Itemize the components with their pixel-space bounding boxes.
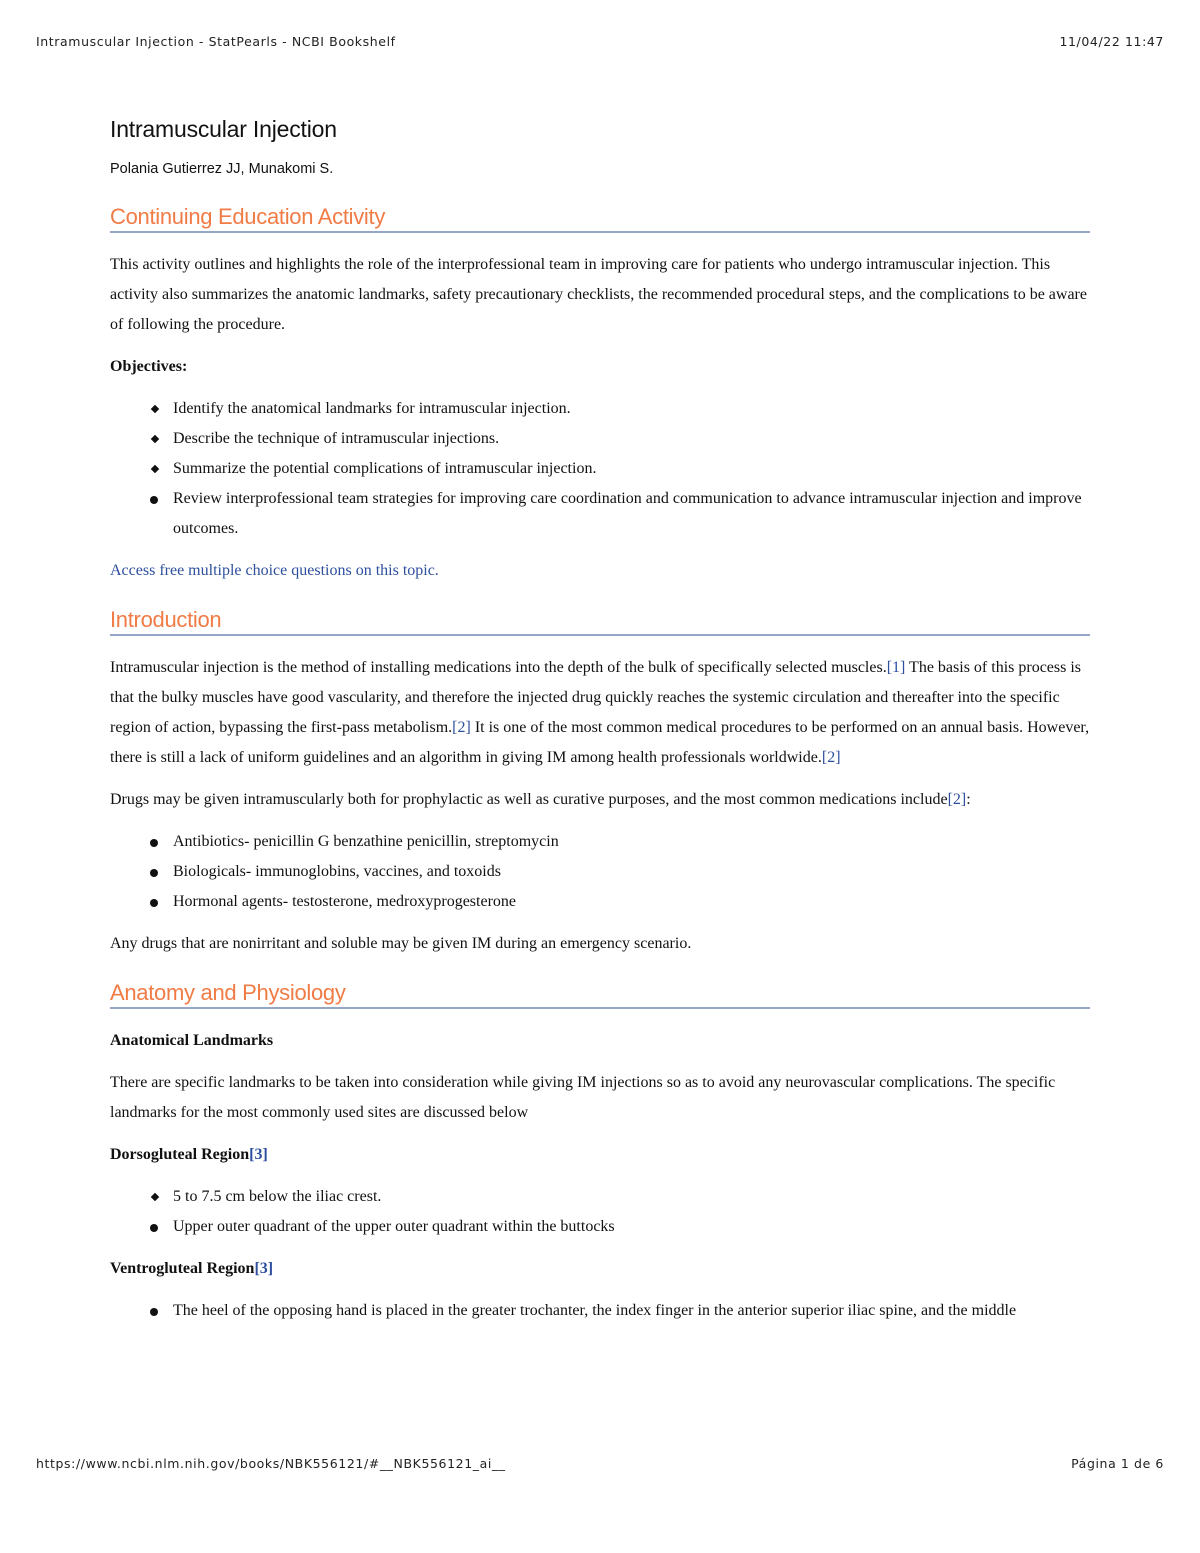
print-page-number: Página 1 de 6 xyxy=(1071,1456,1164,1471)
disc-bullet-icon xyxy=(150,496,158,504)
intro-paragraph-1: Intramuscular injection is the method of installing medications into the depth of the bulk of specifically selected muscles.[1] The basis of this process is that the bulky muscles have good vascularity, and therefore the injected drug quickly reaches the systemic circulation and thereafter into the specific region of action, bypassing the first-pass metabolism.[2] It is one of the most common medical procedures to be performed on an annual basis. However, there is still a lack of uniform guidelines and an algorithm in giving IM among health professionals worldwide.[2] xyxy=(110,659,1090,766)
print-datetime: 11/04/22 11:47 xyxy=(1059,34,1164,49)
print-url: https://www.ncbi.nlm.nih.gov/books/NBK556121/#__NBK556121_ai__ xyxy=(36,1456,506,1471)
objectives-list xyxy=(110,394,1090,544)
diamond-bullet-icon xyxy=(151,1193,159,1201)
objective-text: Describe the technique of intramuscular injections. xyxy=(173,430,500,447)
objective-text: Summarize the potential complications of intramuscular injection. xyxy=(173,460,597,477)
list-item xyxy=(110,857,1090,887)
list-item xyxy=(110,484,1090,544)
print-page-title: Intramuscular Injection - StatPearls - NCBI Bookshelf xyxy=(36,34,396,49)
list-item: Upper outer quadrant of the upper outer quadrant within the buttocks xyxy=(110,1212,1090,1242)
diamond-bullet-icon xyxy=(151,435,159,443)
mcq-link[interactable]: Access free multiple choice questions on this topic. xyxy=(110,562,439,579)
reference-link[interactable]: [3] xyxy=(249,1146,268,1163)
medication-text: Antibiotics- penicillin G benzathine penicillin, streptomycin xyxy=(173,833,559,850)
section-heading-introduction: Introduction xyxy=(110,606,1090,636)
medications-list xyxy=(110,827,1090,917)
ce-summary: This activity outlines and highlights the role of the interprofessional team in improving care for patients who undergo intramuscular injection. This activity also summarizes the anatomic landmarks, safety precautionary checklists, the recommended procedural steps, and the complications to be aware of following the procedure. xyxy=(110,256,1087,333)
list-item: The heel of the opposing hand is placed in the greater trochanter, the index finger in the anterior superior iliac spine, and the middle xyxy=(110,1296,1090,1326)
disc-bullet-icon xyxy=(150,899,158,907)
medication-text: Biologicals- immunoglobins, vaccines, and toxoids xyxy=(173,863,501,880)
print-footer xyxy=(36,1456,1164,1471)
print-header xyxy=(36,34,1164,49)
list-item xyxy=(110,887,1090,917)
reference-link[interactable]: [3] xyxy=(254,1260,274,1277)
anatomical-landmarks-label: Anatomical Landmarks xyxy=(110,1032,274,1049)
ventrogluteal-label: Ventrogluteal Region[3] xyxy=(110,1260,274,1277)
section-heading-anatomy: Anatomy and Physiology xyxy=(110,979,1090,1009)
list-item xyxy=(110,827,1090,857)
list-item xyxy=(110,424,1090,454)
article-content xyxy=(110,116,1090,1338)
reference-link[interactable]: [2] xyxy=(947,791,967,808)
disc-bullet-icon xyxy=(150,839,158,847)
reference-link[interactable]: [1] xyxy=(886,659,906,676)
list-item xyxy=(110,394,1090,424)
dorsogluteal-list xyxy=(110,1182,1090,1242)
objective-text: Identify the anatomical landmarks for intramuscular injection. xyxy=(173,400,571,417)
disc-bullet-icon xyxy=(150,869,158,877)
reference-link[interactable]: [2] xyxy=(452,719,471,736)
intro-paragraph-3: Any drugs that are nonirritant and soluble may be given IM during an emergency scenario. xyxy=(110,935,692,952)
diamond-bullet-icon xyxy=(151,465,159,473)
article-authors: Polania Gutierrez JJ, Munakomi S. xyxy=(110,161,334,177)
intro-paragraph-2: Drugs may be given intramuscularly both for prophylactic as well as curative purposes, and the most common medications include[2]: xyxy=(110,791,971,808)
disc-bullet-icon xyxy=(150,1308,158,1316)
list-item: 5 to 7.5 cm below the iliac crest. xyxy=(110,1182,1090,1212)
landmarks-paragraph: There are specific landmarks to be taken into consideration while giving IM injections so as to avoid any neurovascular complications. The specific landmarks for the most commonly used sites are discussed below xyxy=(110,1074,1056,1121)
objective-text: Review interprofessional team strategies for improving care coordination and communication to advance intramuscular injection and improve outcomes. xyxy=(173,490,1082,537)
diamond-bullet-icon xyxy=(151,405,159,413)
article-title: Intramuscular Injection xyxy=(110,116,337,142)
dorsogluteal-label: Dorsogluteal Region[3] xyxy=(110,1146,268,1163)
section-heading-ce-activity: Continuing Education Activity xyxy=(110,203,1090,233)
reference-link[interactable]: [2] xyxy=(821,749,841,766)
list-item xyxy=(110,454,1090,484)
disc-bullet-icon xyxy=(150,1224,158,1232)
medication-text: Hormonal agents- testosterone, medroxyprogesterone xyxy=(173,893,517,910)
objectives-label: Objectives: xyxy=(110,358,188,375)
ventrogluteal-list xyxy=(110,1296,1090,1326)
